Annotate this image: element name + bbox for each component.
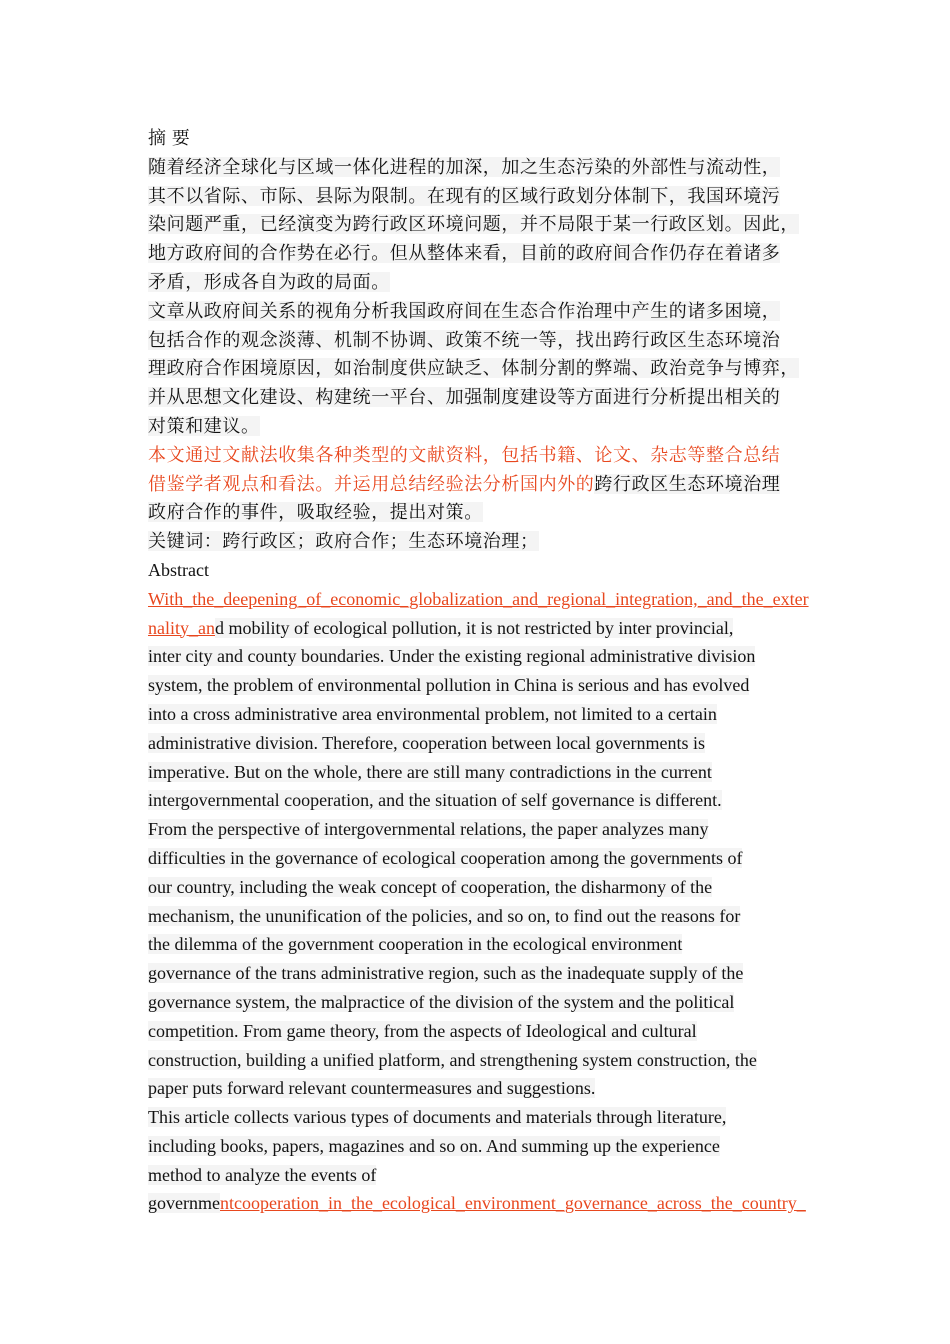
abstract-cn-paragraph-3 [148, 441, 813, 527]
text-line: including books, papers, magazines and so on. And summing up the experience [148, 1135, 720, 1156]
highlighted-text: ntcooperation_in_the_ecological_environment_governance_across_the_country_ [219, 1193, 806, 1214]
highlighted-text: nality_an [148, 617, 215, 638]
text-line: 跨行政区生态环境治理 [594, 473, 781, 494]
highlighted-text: 本文通过文献法收集各种类型的文献资料，包括书籍、论文、杂志等整合总结 [148, 444, 781, 465]
text-line: inter city and county boundaries. Under the existing regional administrative division [148, 646, 756, 667]
highlighted-text: With_the_deepening_of_economic_globalization_and_regional_integration,_and_the_exter [148, 588, 809, 609]
text-line: 随着经济全球化与区域一体化进程的加深，加之生态污染的外部性与流动性， [148, 156, 781, 177]
text-line: into a cross administrative area environmental problem, not limited to a certain [148, 703, 717, 724]
text-line: mechanism, the ununification of the policies, and so on, to find out the reasons for [148, 905, 741, 926]
text-line: imperative. But on the whole, there are still many contradictions in the current [148, 761, 712, 782]
text-line: our country, including the weak concept of cooperation, the disharmony of the [148, 876, 713, 897]
abstract-en-paragraph-3 [148, 1103, 813, 1218]
document-page [148, 124, 813, 1218]
text-line: intergovernmental cooperation, and the situation of self governance is different. [148, 790, 722, 811]
text-line: governance system, the malpractice of the division of the system and the political [148, 991, 735, 1012]
text-line: 染问题严重，已经演变为跨行政区环境问题，并不局限于某一行政区划。因此， [148, 214, 799, 235]
text-line: d mobility of ecological pollution, it is not restricted by inter provincial, [214, 617, 734, 638]
text-line: the dilemma of the government cooperation in the ecological environment [148, 934, 683, 955]
abstract-cn-paragraph-2 [148, 297, 813, 441]
abstract-en-heading: Abstract [148, 559, 209, 580]
text-line: governance of the trans administrative region, such as the inadequate supply of the [148, 963, 744, 984]
text-line: 并从思想文化建设、构建统一平台、加强制度建设等方面进行分析提出相关的 [148, 387, 781, 408]
text-line: paper puts forward relevant countermeasures and suggestions. [148, 1078, 596, 1099]
text-line: 其不以省际、市际、县际为限制。在现有的区域行政划分体制下，我国环境污 [148, 185, 781, 206]
text-line: competition. From game theory, from the aspects of Ideological and cultural [148, 1020, 697, 1041]
text-line: 对策和建议。 [148, 415, 260, 436]
text-line: construction, building a unified platform, and strengthening system construction, the [148, 1049, 757, 1070]
text-line: method to analyze the events of [148, 1164, 377, 1185]
text-line: 包括合作的观念淡薄、机制不协调、政策不统一等，找出跨行政区生态环境治 [148, 329, 781, 350]
keywords-cn: 关键词：跨行政区；政府合作；生态环境治理； [148, 531, 539, 552]
text-line: From the perspective of intergovernmental relations, the paper analyzes many [148, 819, 709, 840]
text-line: administrative division. Therefore, cooperation between local governments is [148, 732, 705, 753]
highlighted-text: 借鉴学者观点和看法。并运用总结经验法分析国内外的 [148, 473, 595, 494]
text-line: This article collects various types of documents and materials through literature, [148, 1107, 727, 1128]
abstract-cn-heading: 摘 要 [148, 128, 191, 148]
text-line: system, the problem of environmental pollution in China is serious and has evolved [148, 675, 750, 696]
text-line: 政府合作的事件，吸取经验，提出对策。 [148, 502, 483, 523]
text-line: 文章从政府间关系的视角分析我国政府间在生态合作治理中产生的诸多困境， [148, 300, 781, 321]
text-line: 地方政府间的合作势在必行。但从整体来看，目前的政府间合作仍存在着诸多 [148, 243, 781, 264]
abstract-en-paragraph-2 [148, 815, 813, 1103]
abstract-en-paragraph-1 [148, 585, 813, 815]
text-line: difficulties in the governance of ecological cooperation among the governments of [148, 847, 743, 868]
abstract-cn-paragraph-1 [148, 153, 813, 297]
text-line: 理政府合作困境原因，如治制度供应缺乏、体制分割的弊端、政治竞争与博弈， [148, 358, 799, 379]
text-line: 矛盾，形成各自为政的局面。 [148, 271, 390, 292]
text-line: governme [148, 1193, 220, 1214]
